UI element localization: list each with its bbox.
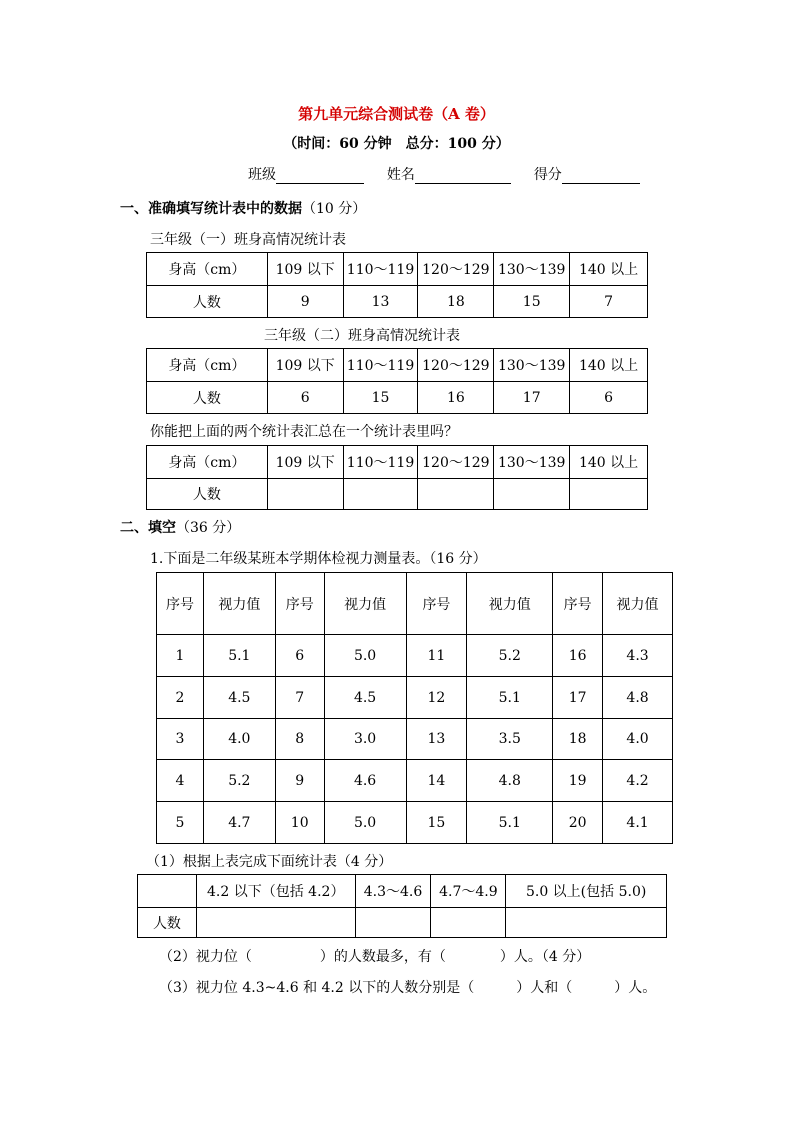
page-title: 第九单元综合测试卷（A 卷） xyxy=(298,105,495,123)
section1-points: （10 分） xyxy=(302,201,367,217)
table-cell: 5.1 xyxy=(467,802,553,844)
table-header-cell: 140 以上 xyxy=(570,253,648,286)
table-cell: 5.2 xyxy=(203,760,275,802)
summary-question: 你能把上面的两个统计表汇总在一个统计表里吗？ xyxy=(150,424,458,440)
table-header-cell: 4.3～4.6 xyxy=(355,875,431,908)
answer-cell[interactable] xyxy=(418,479,494,510)
row-label: 人数 xyxy=(147,479,268,510)
score-label: 得分 xyxy=(533,167,562,183)
answer-cell[interactable] xyxy=(267,479,343,510)
table-cell: 5.1 xyxy=(467,677,553,719)
table-cell: 2 xyxy=(157,677,204,719)
table-header-cell: 109 以下 xyxy=(267,253,343,286)
sub3-text-b: ）人和（ xyxy=(516,980,573,996)
answer-cell[interactable] xyxy=(343,479,418,510)
table-cell: 6 xyxy=(570,382,648,414)
table-cell: 5.2 xyxy=(467,635,553,677)
table-header-cell: 120～129 xyxy=(418,446,494,479)
table-cell: 13 xyxy=(343,286,418,318)
table-header-cell: 109 以下 xyxy=(267,349,343,382)
table-header-cell: 110～119 xyxy=(343,446,418,479)
table-header-cell: 4.2 以下（包括 4.2） xyxy=(196,875,355,908)
table-header-cell: 5.0 以上(包括 5.0) xyxy=(506,875,667,908)
name-blank[interactable] xyxy=(415,167,511,184)
table-header-cell: 视力值 xyxy=(603,573,673,635)
table-cell: 4.2 xyxy=(603,760,673,802)
answer-cell[interactable] xyxy=(494,479,570,510)
table-cell: 18 xyxy=(418,286,494,318)
table-cell: 10 xyxy=(275,802,324,844)
section2-title: 二、填空 xyxy=(120,520,176,536)
question-1: 1.下面是二年级某班本学期体检视力测量表。（16 分） xyxy=(150,551,487,567)
table-cell: 5 xyxy=(157,802,204,844)
table-cell: 4.8 xyxy=(603,677,673,719)
table-cell: 8 xyxy=(275,719,324,760)
class-label: 班级 xyxy=(248,167,276,183)
table-cell: 4 xyxy=(157,760,204,802)
vision-table xyxy=(156,572,673,844)
section2-heading xyxy=(120,517,240,537)
table-cell: 17 xyxy=(494,382,570,414)
table-cell: 13 xyxy=(406,719,467,760)
table-row xyxy=(157,760,673,802)
table-cell: 14 xyxy=(406,760,467,802)
table1-title: 三年级（一）班身高情况统计表 xyxy=(150,232,346,248)
sub-question-1: （1）根据上表完成下面统计表（4 分） xyxy=(146,854,393,870)
row-label: 人数 xyxy=(147,286,268,318)
sub3-text-a: （3）视力位 4.3~4.6 和 4.2 以下的人数分别是（ xyxy=(159,980,475,996)
table-cell: 6 xyxy=(275,635,324,677)
section1-title: 一、准确填写统计表中的数据 xyxy=(120,201,302,217)
table-header-cell: 序号 xyxy=(157,573,204,635)
table-cell: 16 xyxy=(553,635,603,677)
height-table-class2 xyxy=(146,348,648,414)
table-cell: 4.1 xyxy=(603,802,673,844)
table-cell: 1 xyxy=(157,635,204,677)
answer-cell[interactable] xyxy=(431,908,506,938)
class-blank[interactable] xyxy=(276,167,364,184)
table-header-cell: 身高（cm） xyxy=(147,349,268,382)
table-cell: 7 xyxy=(570,286,648,318)
table-header-cell: 身高（cm） xyxy=(147,253,268,286)
table-header-cell: 110～119 xyxy=(343,253,418,286)
table-cell: 3 xyxy=(157,719,204,760)
table-cell: 12 xyxy=(406,677,467,719)
score-blank[interactable] xyxy=(562,167,640,184)
table-cell: 15 xyxy=(494,286,570,318)
sub-question-2 xyxy=(159,946,590,966)
table-cell: 20 xyxy=(553,802,603,844)
table-cell: 4.5 xyxy=(203,677,275,719)
vision-stat-table xyxy=(137,874,667,938)
table-row xyxy=(157,635,673,677)
height-summary-table xyxy=(146,445,648,510)
table-header-cell: 序号 xyxy=(406,573,467,635)
table-header-cell: 140 以上 xyxy=(570,349,648,382)
name-label: 姓名 xyxy=(386,167,415,183)
table-row xyxy=(157,719,673,760)
page-subtitle: （时间：60 分钟 总分：100 分） xyxy=(283,136,510,152)
table-header-cell xyxy=(138,875,197,908)
answer-cell[interactable] xyxy=(570,479,648,510)
table-cell: 3.0 xyxy=(324,719,406,760)
table-cell: 5.1 xyxy=(203,635,275,677)
table-header-cell: 视力值 xyxy=(324,573,406,635)
sub2-text-c: ）人。（4 分） xyxy=(499,949,591,965)
sub3-text-c: ）人。 xyxy=(614,980,657,996)
table-header-cell: 110～119 xyxy=(343,349,418,382)
table-cell: 16 xyxy=(418,382,494,414)
table-cell: 6 xyxy=(267,382,343,414)
table2-title: 三年级（二）班身高情况统计表 xyxy=(264,328,460,344)
table-cell: 19 xyxy=(553,760,603,802)
table-header-cell: 120～129 xyxy=(418,349,494,382)
table-header-cell: 身高（cm） xyxy=(147,446,268,479)
sub2-text-b: ）的人数最多，有（ xyxy=(319,949,446,965)
table-header-cell: 130～139 xyxy=(494,446,570,479)
table-cell: 5.0 xyxy=(324,635,406,677)
sub2-text-a: （2）视力位（ xyxy=(159,949,252,965)
table-header-cell: 120～129 xyxy=(418,253,494,286)
table-cell: 18 xyxy=(553,719,603,760)
table-cell: 4.7 xyxy=(203,802,275,844)
table-cell: 11 xyxy=(406,635,467,677)
student-info xyxy=(248,164,640,184)
table-header-cell: 视力值 xyxy=(467,573,553,635)
table-cell: 17 xyxy=(553,677,603,719)
answer-cell[interactable] xyxy=(355,908,431,938)
table-cell: 9 xyxy=(275,760,324,802)
table-header-cell: 140 以上 xyxy=(570,446,648,479)
table-cell: 4.0 xyxy=(203,719,275,760)
table-header-cell: 视力值 xyxy=(203,573,275,635)
section1-heading xyxy=(120,198,366,218)
row-label: 人数 xyxy=(147,382,268,414)
table-header-cell: 130～139 xyxy=(494,253,570,286)
table-cell: 7 xyxy=(275,677,324,719)
table-cell: 15 xyxy=(343,382,418,414)
table-cell: 3.5 xyxy=(467,719,553,760)
table-header-cell: 130～139 xyxy=(494,349,570,382)
table-cell: 4.0 xyxy=(603,719,673,760)
answer-cell[interactable] xyxy=(196,908,355,938)
table-header-cell: 序号 xyxy=(275,573,324,635)
height-table-class1 xyxy=(146,252,648,318)
answer-cell[interactable] xyxy=(506,908,667,938)
table-cell: 9 xyxy=(267,286,343,318)
table-header-cell: 109 以下 xyxy=(267,446,343,479)
table-header-cell: 4.7～4.9 xyxy=(431,875,506,908)
row-label: 人数 xyxy=(138,908,197,938)
table-row xyxy=(157,677,673,719)
table-cell: 4.3 xyxy=(603,635,673,677)
table-cell: 4.6 xyxy=(324,760,406,802)
table-header-cell: 序号 xyxy=(553,573,603,635)
table-row xyxy=(157,802,673,844)
table-cell: 15 xyxy=(406,802,467,844)
table-cell: 5.0 xyxy=(324,802,406,844)
table-cell: 4.8 xyxy=(467,760,553,802)
section2-points: （36 分） xyxy=(176,520,241,536)
sub-question-3 xyxy=(159,977,656,997)
table-cell: 4.5 xyxy=(324,677,406,719)
